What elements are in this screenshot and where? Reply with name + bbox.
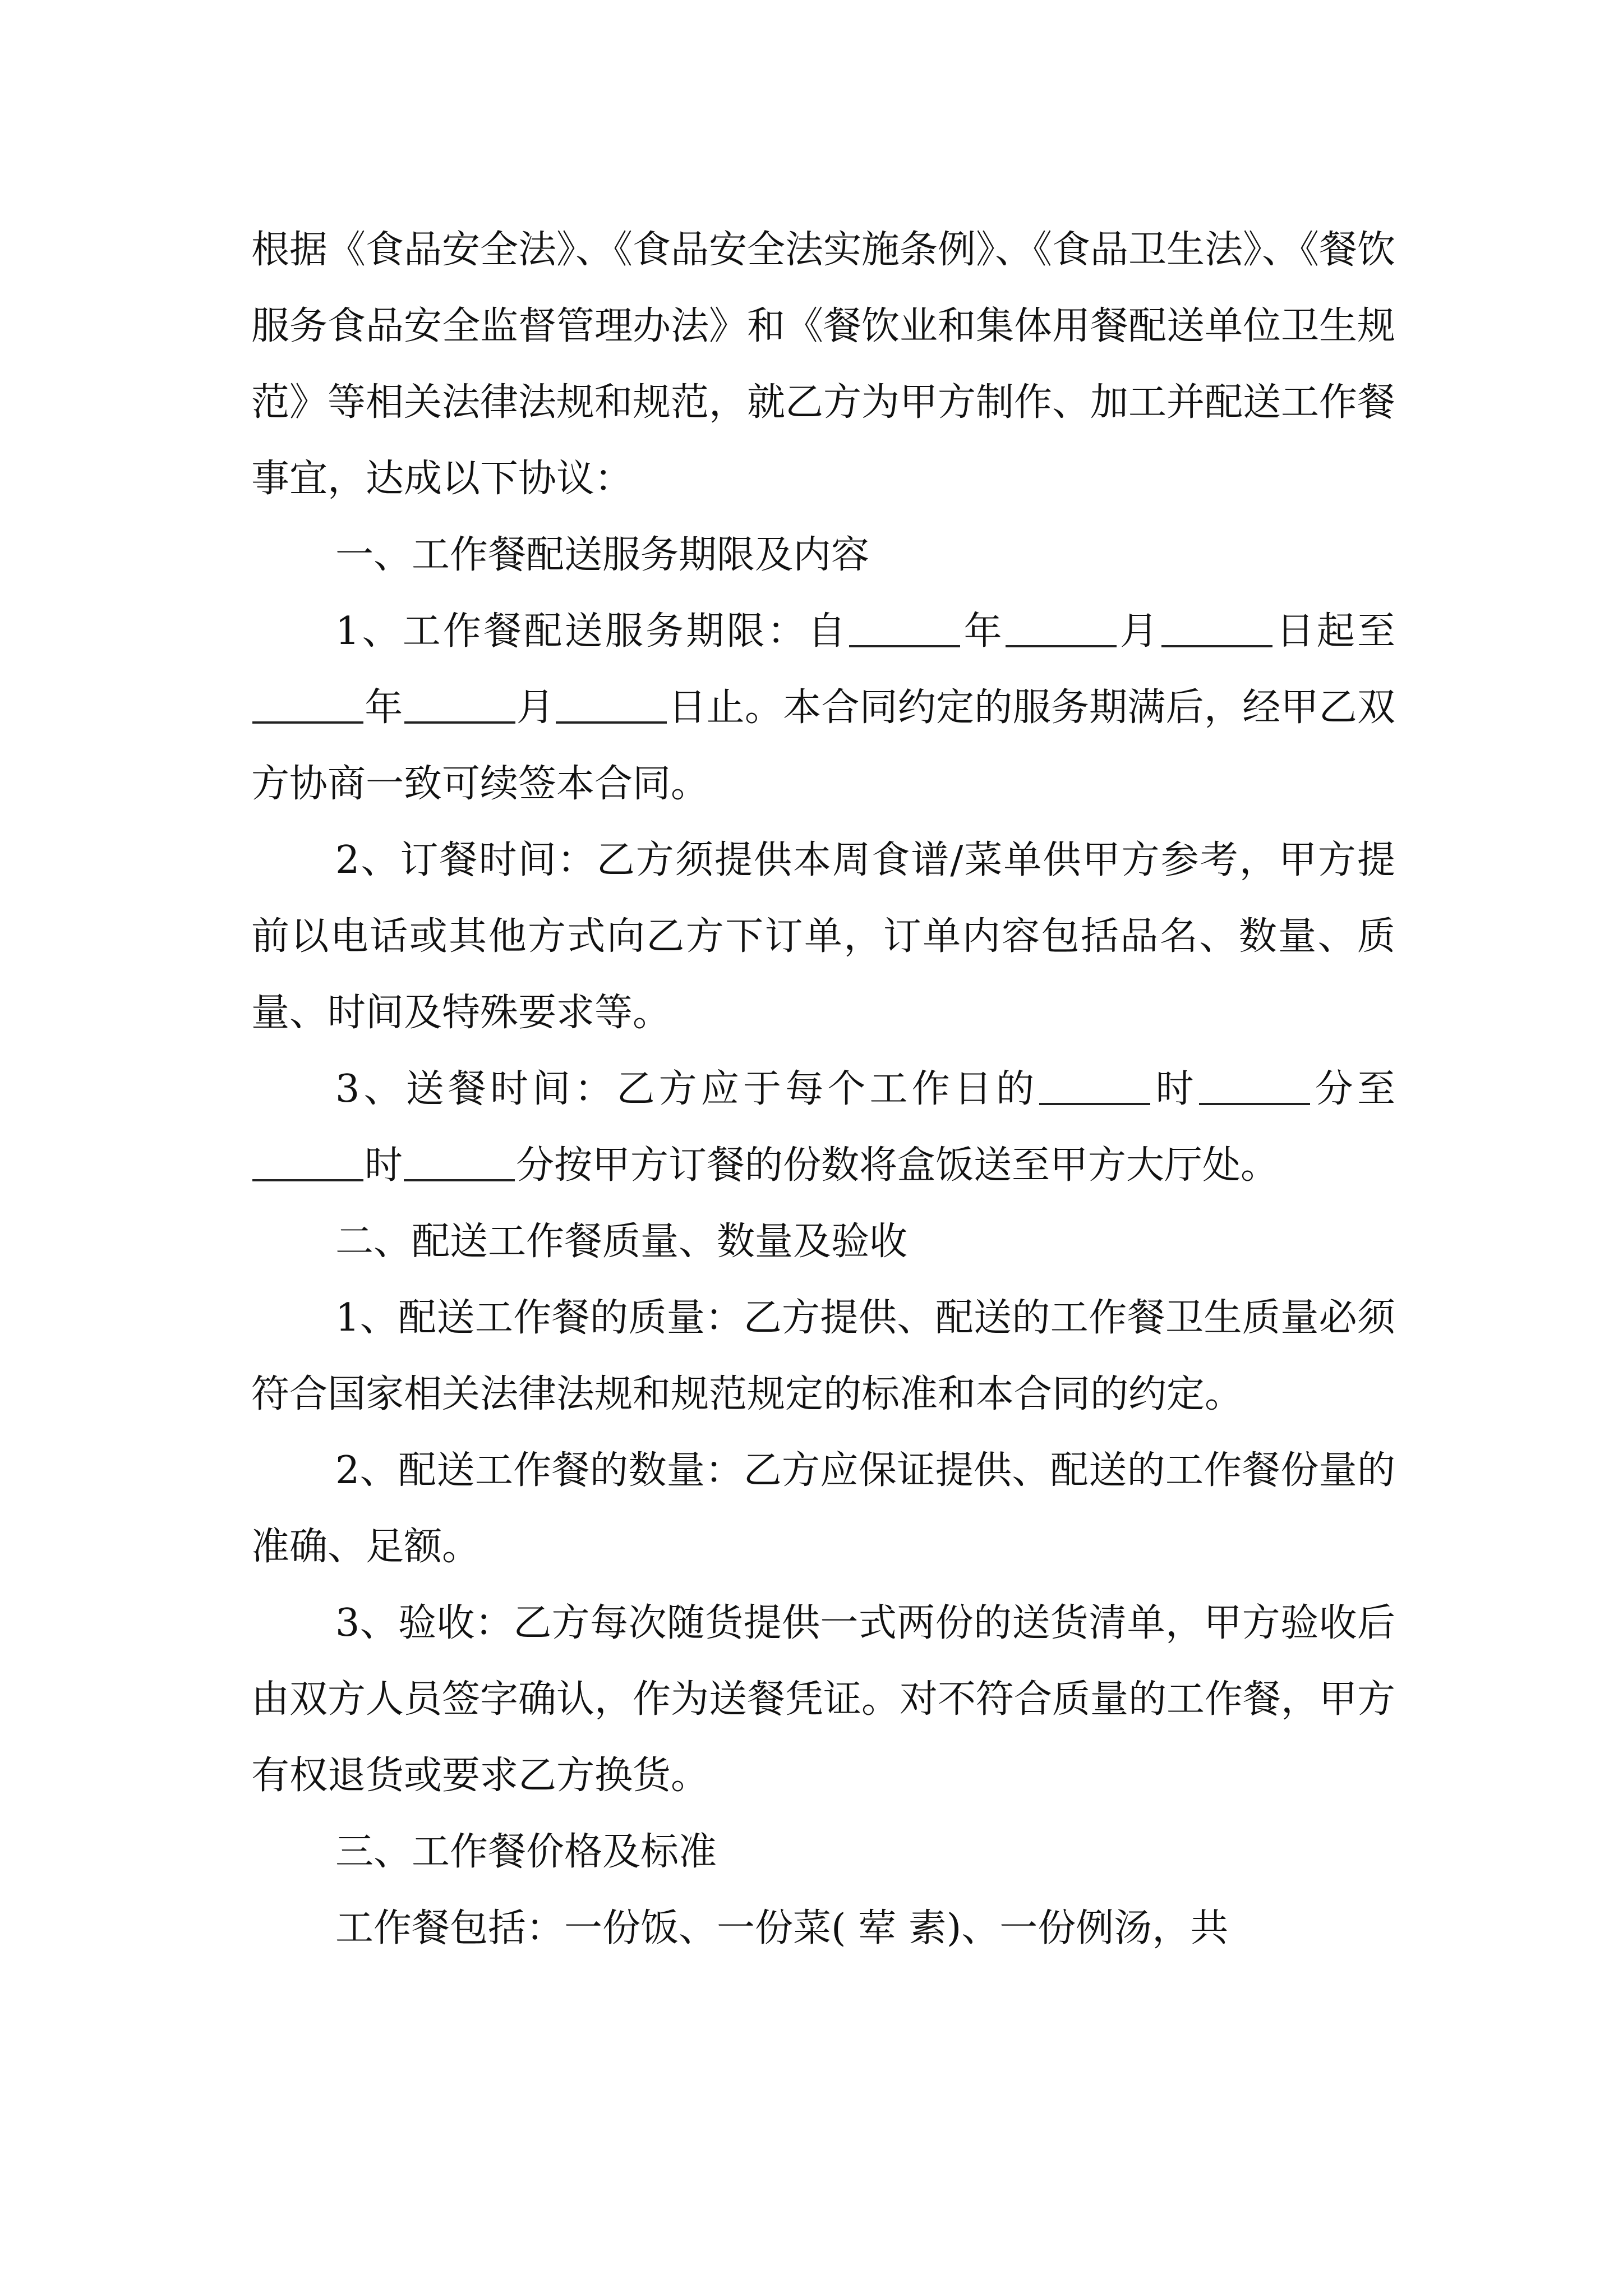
clause-text: 时 [365, 1143, 403, 1188]
clause-text: 分至 [1311, 1067, 1395, 1111]
clause-meal-contents: 工作餐包括：一份饭、一份菜( 荤 素)、一份例汤，共 [335, 1906, 1229, 1950]
fill-blank-from-minute [1199, 1062, 1310, 1105]
clause-text: 月 [516, 685, 555, 730]
document-body [251, 212, 1395, 1967]
fill-blank-start-month [1006, 605, 1117, 647]
fill-blank-start-year [849, 605, 960, 647]
clause-text: 月 [1117, 609, 1161, 654]
clause-quantity: 2、配送工作餐的数量：乙方应保证提供、配送的工作餐份量的准确、足额。 [251, 1448, 1395, 1569]
section-heading-2: 二、配送工作餐质量、数量及验收 [335, 1220, 908, 1264]
clause-text: 年 [961, 609, 1004, 654]
clause-service-period [251, 593, 1395, 822]
clause-quality: 1、配送工作餐的质量：乙方提供、配送的工作餐卫生质量必须符合国家相关法律法规和规范规定的标准和本合同的约定。 [251, 1296, 1395, 1416]
clause-text: 年 [365, 685, 403, 730]
fill-blank-to-hour [252, 1139, 363, 1181]
clause-text: 时 [1151, 1067, 1198, 1111]
intro-paragraph: 根据《食品安全法》、《食品安全法实施条例》、《食品卫生法》、《餐饮服务食品安全监督管理办法》和《餐饮业和集体用餐配送单位卫生规范》等相关法律法规和规范，就乙方为甲方制作、加工并配送工作餐事宜，达成以下协议： [251, 228, 1396, 501]
clause-text: 1、工作餐配送服务期限：自 [335, 609, 849, 654]
fill-blank-from-hour [1039, 1062, 1150, 1105]
clause-text: 日起至 [1274, 609, 1395, 654]
clause-text: 分按甲方订餐的份数将盒饭送至甲方大厅处。 [516, 1143, 1279, 1188]
fill-blank-to-minute [404, 1139, 515, 1181]
clause-delivery-time [251, 1051, 1395, 1204]
fill-blank-start-day [1161, 605, 1272, 647]
section-heading-3: 三、工作餐价格及标准 [335, 1830, 717, 1874]
clause-order-time: 2、订餐时间：乙方须提供本周食谱/菜单供甲方参考，甲方提前以电话或其他方式向乙方下订单，订单内容包括品名、数量、质量、时间及特殊要求等。 [251, 838, 1395, 1035]
fill-blank-end-year [252, 681, 363, 724]
clause-acceptance: 3、验收：乙方每次随货提供一式两份的送货清单，甲方验收后由双方人员签字确认，作为送餐凭证。对不符合质量的工作餐，甲方有权退货或要求乙方换货。 [251, 1601, 1396, 1798]
fill-blank-end-month [404, 681, 515, 724]
fill-blank-end-day [556, 681, 667, 724]
section-heading-1: 一、工作餐配送服务期限及内容 [335, 533, 870, 577]
clause-text: 日止。本合同约定的服务期满后，经甲乙双方协商一致可续签本合同。 [251, 685, 1395, 806]
clause-text: 3、送餐时间：乙方应于每个工作日的 [335, 1067, 1039, 1111]
